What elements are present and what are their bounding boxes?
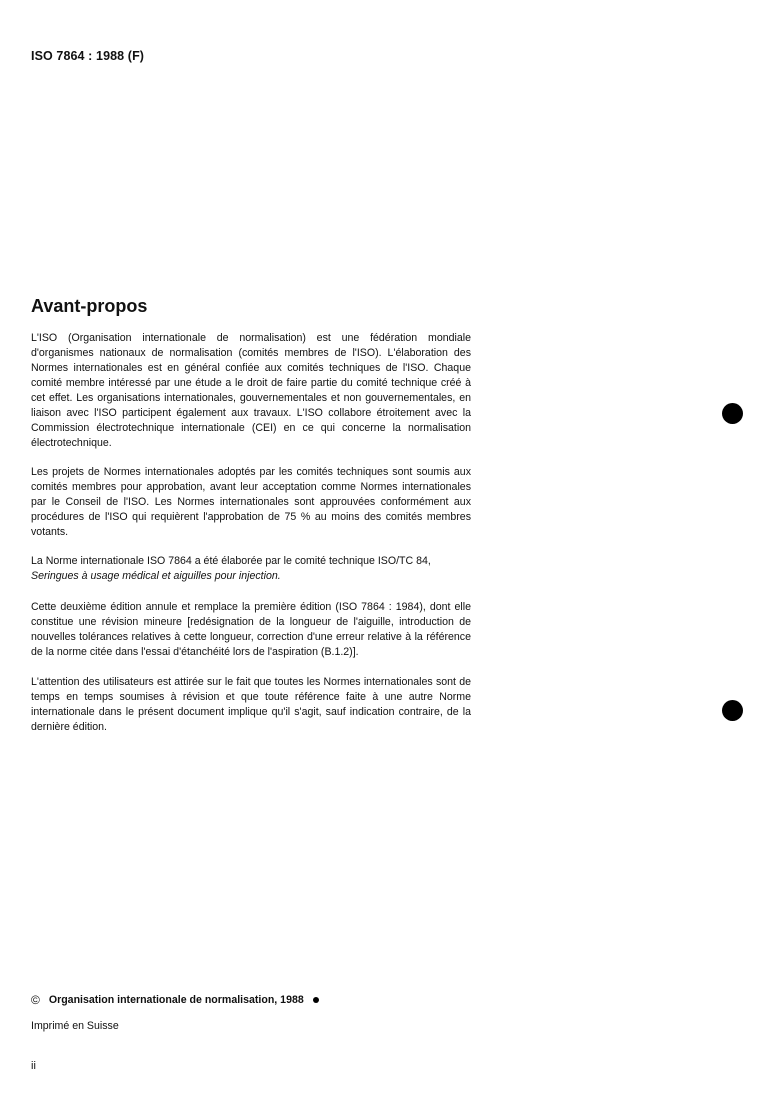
printed-in: Imprimé en Suisse — [31, 1020, 119, 1032]
foreword-paragraph-3 — [31, 554, 471, 584]
margin-dot-icon — [722, 403, 743, 424]
foreword-paragraph-5: L'attention des utilisateurs est attirée sur le fait que toutes les Normes internationales sont de temps en temps soumises à révision et que toute référence faite à une autre Norme internationale dans le présent document implique qu'il s'agit, sauf indication contraire, de la dernière édition. — [31, 676, 471, 733]
foreword-paragraph-1: L'ISO (Organisation internationale de normalisation) est une fédération mondiale d'organismes nationaux de normalisation (comités membres de l'ISO). L'élaboration des Normes internationales est en général confiée aux comités techniques de l'ISO. Chaque comité membre intéressé par une étude a le droit de faire partie du comité technique créé à cet effet. Les organisations internationales, gouvernementales et non gouvernementales, en liaison avec l'ISO participent également aux travaux. L'ISO collabore étroitement avec la Commission électrotechnique internationale (CEI) en ce qui concerne la normalisation électrotechnique. — [31, 332, 471, 449]
section-title: Avant-propos — [31, 296, 148, 316]
margin-dot-icon — [722, 700, 743, 721]
foreword-paragraph-4: Cette deuxième édition annule et remplace la première édition (ISO 7864 : 1984), dont elle constitue une révision mineure [redésignation de la longueur de l'aiguille, introduction de nouvelles tolérances relatives à cette longueur, correction d'une erreur relative à la référence de la norme citée dans l'essai d'étanchéité lors de l'aspiration (B.1.2)]. — [31, 601, 471, 658]
bullet-icon — [313, 997, 319, 1003]
foreword-paragraph-2: Les projets de Normes internationales adoptés par les comités techniques sont soumis aux comités membres pour approbation, avant leur acceptation comme Normes internationales par le Conseil de l'ISO. Les Normes internationales sont approuvées conformément aux procédures de l'ISO qui requièrent l'approbation de 75 % au moins des comités membres votants. — [31, 466, 471, 538]
copyright-symbol: © — [31, 993, 40, 1007]
document-reference: ISO 7864 : 1988 (F) — [31, 49, 145, 63]
committee-title: Seringues à usage médical et aiguilles pour injection. — [31, 570, 281, 582]
committee-statement: La Norme internationale ISO 7864 a été élaborée par le comité technique ISO/TC 84, — [31, 555, 431, 567]
page-number: ii — [31, 1060, 36, 1072]
copyright-line — [31, 993, 319, 1007]
copyright-text: Organisation internationale de normalisation, 1988 — [48, 994, 304, 1006]
